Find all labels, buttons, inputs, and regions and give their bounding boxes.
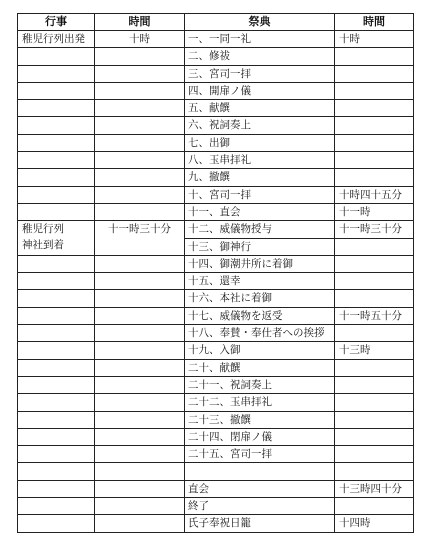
cell-event bbox=[18, 100, 95, 117]
cell-event bbox=[18, 428, 95, 445]
table-row bbox=[18, 65, 414, 82]
cell-event bbox=[18, 376, 95, 393]
header-ritual-time: 時間 bbox=[335, 14, 414, 31]
cell-ritual-time: 十時 bbox=[335, 31, 414, 48]
table-row bbox=[18, 100, 414, 117]
cell-ritual-time bbox=[335, 65, 414, 82]
cell-ritual: 十一、直会 bbox=[185, 203, 335, 220]
table-row bbox=[18, 273, 414, 290]
cell-ritual-time bbox=[335, 498, 414, 515]
cell-event bbox=[18, 169, 95, 186]
cell-time bbox=[95, 152, 185, 169]
cell-ritual: 四、開扉ノ儀 bbox=[185, 82, 335, 99]
cell-ritual: 十二、威儀物授与 bbox=[185, 221, 335, 238]
table-row bbox=[18, 307, 414, 324]
cell-ritual-time bbox=[335, 463, 414, 480]
cell-event bbox=[18, 273, 95, 290]
cell-event bbox=[18, 65, 95, 82]
table-header bbox=[18, 14, 414, 31]
cell-ritual: 三、宮司一拝 bbox=[185, 65, 335, 82]
cell-time bbox=[95, 480, 185, 497]
table-row bbox=[18, 203, 414, 220]
cell-event bbox=[18, 82, 95, 99]
cell-ritual: 十三、御神行 bbox=[185, 238, 335, 255]
cell-ritual-time bbox=[335, 290, 414, 307]
cell-event bbox=[18, 498, 95, 515]
cell-time bbox=[95, 290, 185, 307]
cell-time bbox=[95, 169, 185, 186]
cell-ritual-time: 十四時 bbox=[335, 515, 414, 532]
cell-ritual-time: 十一時 bbox=[335, 203, 414, 220]
cell-event bbox=[18, 515, 95, 532]
cell-ritual: 氏子奉祝日籠 bbox=[185, 515, 335, 532]
cell-time bbox=[95, 394, 185, 411]
cell-ritual: 二十四、閉扉ノ儀 bbox=[185, 428, 335, 445]
cell-ritual-time bbox=[335, 100, 414, 117]
cell-ritual bbox=[185, 463, 335, 480]
cell-ritual: 六、祝詞奏上 bbox=[185, 117, 335, 134]
cell-ritual: 二十二、玉串拝礼 bbox=[185, 394, 335, 411]
cell-ritual-time bbox=[335, 359, 414, 376]
cell-ritual: 七、出御 bbox=[185, 134, 335, 151]
table-row bbox=[18, 290, 414, 307]
cell-event bbox=[18, 359, 95, 376]
cell-ritual: 一、一同一礼 bbox=[185, 31, 335, 48]
table-row bbox=[18, 134, 414, 151]
table-row bbox=[18, 117, 414, 134]
cell-ritual-time bbox=[335, 411, 414, 428]
cell-ritual-time bbox=[335, 446, 414, 463]
cell-event bbox=[18, 411, 95, 428]
cell-ritual-time bbox=[335, 428, 414, 445]
cell-ritual-time bbox=[335, 255, 414, 272]
table-row bbox=[18, 515, 414, 532]
cell-time bbox=[95, 359, 185, 376]
cell-ritual: 十五、還幸 bbox=[185, 273, 335, 290]
cell-event bbox=[18, 203, 95, 220]
cell-time bbox=[95, 411, 185, 428]
cell-event bbox=[18, 325, 95, 342]
header-ritual: 祭典 bbox=[185, 14, 335, 31]
cell-event bbox=[18, 290, 95, 307]
table-row bbox=[18, 48, 414, 65]
table-row bbox=[18, 255, 414, 272]
cell-event bbox=[18, 446, 95, 463]
cell-time bbox=[95, 463, 185, 480]
cell-ritual-time: 十時四十五分 bbox=[335, 186, 414, 203]
cell-ritual: 二十五、宮司一拝 bbox=[185, 446, 335, 463]
cell-ritual-time bbox=[335, 82, 414, 99]
cell-time bbox=[95, 307, 185, 324]
cell-time bbox=[95, 273, 185, 290]
cell-event bbox=[18, 255, 95, 272]
cell-time bbox=[95, 515, 185, 532]
cell-ritual-time: 十三時四十分 bbox=[335, 480, 414, 497]
cell-event bbox=[18, 152, 95, 169]
cell-ritual: 十八、奉賛・奉仕者への挨拶 bbox=[185, 325, 335, 342]
table-row bbox=[18, 463, 414, 480]
cell-time bbox=[95, 65, 185, 82]
cell-time: 十時 bbox=[95, 31, 185, 48]
cell-ritual: 二十一、祝詞奏上 bbox=[185, 376, 335, 393]
cell-time bbox=[95, 498, 185, 515]
cell-ritual: 八、玉串拝礼 bbox=[185, 152, 335, 169]
table-row bbox=[18, 82, 414, 99]
cell-time bbox=[95, 428, 185, 445]
cell-event bbox=[18, 117, 95, 134]
schedule-table bbox=[17, 13, 414, 533]
cell-ritual-time bbox=[335, 394, 414, 411]
cell-event: 稚児行列 神社到着 bbox=[18, 221, 95, 256]
table-row bbox=[18, 394, 414, 411]
cell-ritual-time bbox=[335, 169, 414, 186]
cell-ritual-time: 十一時五十分 bbox=[335, 307, 414, 324]
table-row bbox=[18, 169, 414, 186]
table-row bbox=[18, 411, 414, 428]
cell-time bbox=[95, 376, 185, 393]
cell-time bbox=[95, 446, 185, 463]
table-row bbox=[18, 359, 414, 376]
cell-event bbox=[18, 186, 95, 203]
schedule-sheet bbox=[17, 13, 413, 533]
cell-event bbox=[18, 342, 95, 359]
cell-time bbox=[95, 100, 185, 117]
cell-ritual-time bbox=[335, 117, 414, 134]
header-time: 時間 bbox=[95, 14, 185, 31]
cell-event bbox=[18, 480, 95, 497]
header-event: 行事 bbox=[18, 14, 95, 31]
cell-time bbox=[95, 186, 185, 203]
cell-ritual: 十四、御潮井所に着御 bbox=[185, 255, 335, 272]
cell-time bbox=[95, 342, 185, 359]
cell-event bbox=[18, 394, 95, 411]
table-row bbox=[18, 498, 414, 515]
cell-event bbox=[18, 134, 95, 151]
cell-ritual: 二、修祓 bbox=[185, 48, 335, 65]
cell-time bbox=[95, 117, 185, 134]
table-row bbox=[18, 376, 414, 393]
cell-time bbox=[95, 325, 185, 342]
table-row bbox=[18, 480, 414, 497]
cell-ritual-time bbox=[335, 48, 414, 65]
table-body bbox=[18, 31, 414, 533]
table-row bbox=[18, 152, 414, 169]
cell-ritual: 二十、献饌 bbox=[185, 359, 335, 376]
cell-ritual: 十六、本社に着御 bbox=[185, 290, 335, 307]
cell-ritual: 十七、威儀物を返受 bbox=[185, 307, 335, 324]
cell-ritual: 終了 bbox=[185, 498, 335, 515]
table-row bbox=[18, 342, 414, 359]
cell-ritual: 二十三、撤饌 bbox=[185, 411, 335, 428]
cell-ritual: 直会 bbox=[185, 480, 335, 497]
header-row bbox=[18, 14, 414, 31]
cell-ritual-time bbox=[335, 134, 414, 151]
cell-event: 稚児行列出発 bbox=[18, 31, 95, 48]
cell-ritual: 十、宮司一拝 bbox=[185, 186, 335, 203]
cell-ritual-time bbox=[335, 238, 414, 255]
table-row bbox=[18, 428, 414, 445]
cell-ritual-time: 十一時三十分 bbox=[335, 221, 414, 238]
cell-event bbox=[18, 48, 95, 65]
cell-ritual: 九、撤饌 bbox=[185, 169, 335, 186]
cell-time bbox=[95, 134, 185, 151]
cell-ritual-time bbox=[335, 325, 414, 342]
cell-time bbox=[95, 48, 185, 65]
table-row bbox=[18, 446, 414, 463]
cell-time bbox=[95, 203, 185, 220]
cell-ritual: 十九、入御 bbox=[185, 342, 335, 359]
cell-time: 十一時三十分 bbox=[95, 221, 185, 256]
table-row bbox=[18, 221, 414, 238]
cell-ritual: 五、献饌 bbox=[185, 100, 335, 117]
table-row bbox=[18, 325, 414, 342]
cell-time bbox=[95, 255, 185, 272]
table-row bbox=[18, 31, 414, 48]
cell-time bbox=[95, 82, 185, 99]
cell-event bbox=[18, 463, 95, 480]
cell-ritual-time bbox=[335, 376, 414, 393]
cell-ritual-time bbox=[335, 273, 414, 290]
table-row bbox=[18, 186, 414, 203]
cell-ritual-time: 十三時 bbox=[335, 342, 414, 359]
cell-ritual-time bbox=[335, 152, 414, 169]
cell-event bbox=[18, 307, 95, 324]
